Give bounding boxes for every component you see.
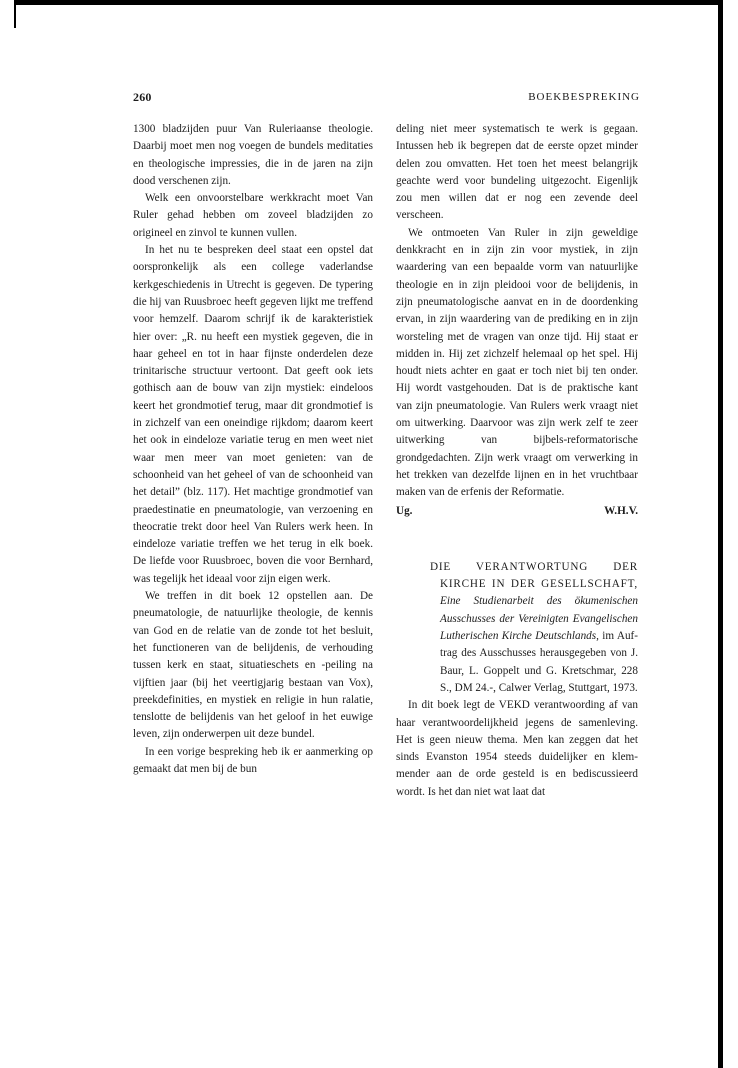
paragraph: In het nu te bespreken deel staat een opstel dat oorspronkelijk als een college vaderlandse kerkgeschiedenis in Utrecht is gegeven. De typering die hij van Ruusbroec heeft gegeven lijkt me treffend voor hemzelf. Daarom schrijf ik de karakteristiek hier over: „R. nu heeft een mystiek gegeven, die in haar geheel en tot in haar fijnste onderdelen deze trinitarische structuur vertoont. Dat geeft ook iets gothisch aan de bouw van zijn mystiek: eindeloos keert het grondmotief terug, maar dit grondmotief is in zichzelf van een oneindige rijkdom; daarom keert het ook in eindeloze variatie terug en men weet niet waar men meer van moet genieten: van de schoonheid van het geheel of van de schoonheid van het detail” (blz. 117). Het machtige grondmotief van praedestinatie en pneumatologie, van verzoening en theocratie trekt door heel Van Rulers werk heen. In eindeloze variatie treffen we het terug in elk boek. De liefde voor Ruusbroec, boven die voor Bernhard, was tegelijk het ideaal voor zijn eigen werk. [133,244,373,585]
paragraph: 1300 bladzijden puur Van Ruleriaanse theologie. Daarbij moet men nog voegen de bundels meditaties en theologische impressies, die in de jaren na zijn dood verschenen zijn. [133,123,373,187]
paragraph: We ontmoeten Van Ruler in zijn geweldige denkkracht en in zijn zin voor mystiek, in zijn waardering van een bepaalde vorm van natuurlijke theologie en in zijn pleidooi voor de belijdenis, in zijn pneumatologische aanvat en in de doordenking ervan, in zijn waardering van de prediking en in zijn worsteling met de vragen van onze tijd. Hij staat er midden in. Hij zet zichzelf helemaal op het spel. Hij houdt niets achter en gaat er toch niet bij ten onder. Hij wordt vastgehouden. Dat is de praktische kant van zijn pneumatologie. Van Rulers werk vraagt niet om uitwerking. Daarvoor was zijn werk zelf te zeer uitwerking van bijbels-reformatorische grondgedachten. Zijn werk vraagt om verwerking in het trekken van dezelfde lijnen en in het vruchtbaar maken van de erfenis der Reformatie. [396,226,638,499]
signature-initials: W.H.V. [604,504,638,517]
signature-line [396,503,638,520]
review-body: In dit boek legt de VEKD verantwoording af van haar verantwoordelijkheid jegens de samenleving. Het is geen nieuw thema. Men kan zeggen dat het sinds Evanston 1954 steeds duidelijker en klemmender aan de orde gesteld is en bediscussieerd wordt. Is het dan niet wat laat dat [396,699,638,798]
review-entry [430,559,638,697]
review-title: DIE VERANTWORTUNG DER KIRCHE IN DER GESELLSCHAFT, [430,560,638,591]
paragraph: Welk een onvoorstelbare werkkracht moet Van Ruler gehad hebben om zoveel bladzijden zo origineel en zinvol te kunnen vullen. [133,192,373,239]
right-column [396,121,638,801]
review-subtitle: Eine Studienarbeit des ökumenischen Ausschusses der Vereinigten Evangelischen Lutherischen Kirche Deutschlands, [440,595,638,643]
scan-border-right [718,0,723,1068]
paragraph: In een vorige bespreking heb ik er aanmerking op gemaakt dat men bij de bun [133,745,373,775]
scan-border-left [14,0,16,28]
paragraph: We treffen in dit boek 12 opstellen aan. De pneumatologie, de natuurlijke theologie, de kennis van God en de relatie van de zonde tot het besluit, het functioneren van de belijdenis, de verhouding tussen kerk en staat, situatieschets en -peiling na vijftien jaar (bij het veertigjarig bestaan van Vox), preekdefinities, en mystiek en religie in hun ralatie, tenslotte de belijdenis van het geloof in het euwige leven, zijn onderwerpen uit deze bundel. [133,590,373,741]
left-column [133,121,373,778]
page-number: 260 [133,90,152,104]
review-publication: im Auftrag des Ausschusses herausgegeben von J. Baur, L. Goppelt und G. Kretschmar, 228 S., DM 24.-, Calwer Verlag, Stuttgart, 1973. [440,630,639,694]
signature-place: Ug. [396,504,413,517]
scan-border-top [14,0,720,5]
running-head: BOEKBESPREKING [528,91,640,103]
paragraph: deling niet meer systematisch te werk is gegaan. Intussen heb ik begrepen dat de eerste opzet minder delen zou omvatten. Het toen het meest belangrijk geachte werd voor bundeling uitgezocht. Eigenlijk zou men willen dat er nog een zevende deel verscheen. [396,123,638,222]
